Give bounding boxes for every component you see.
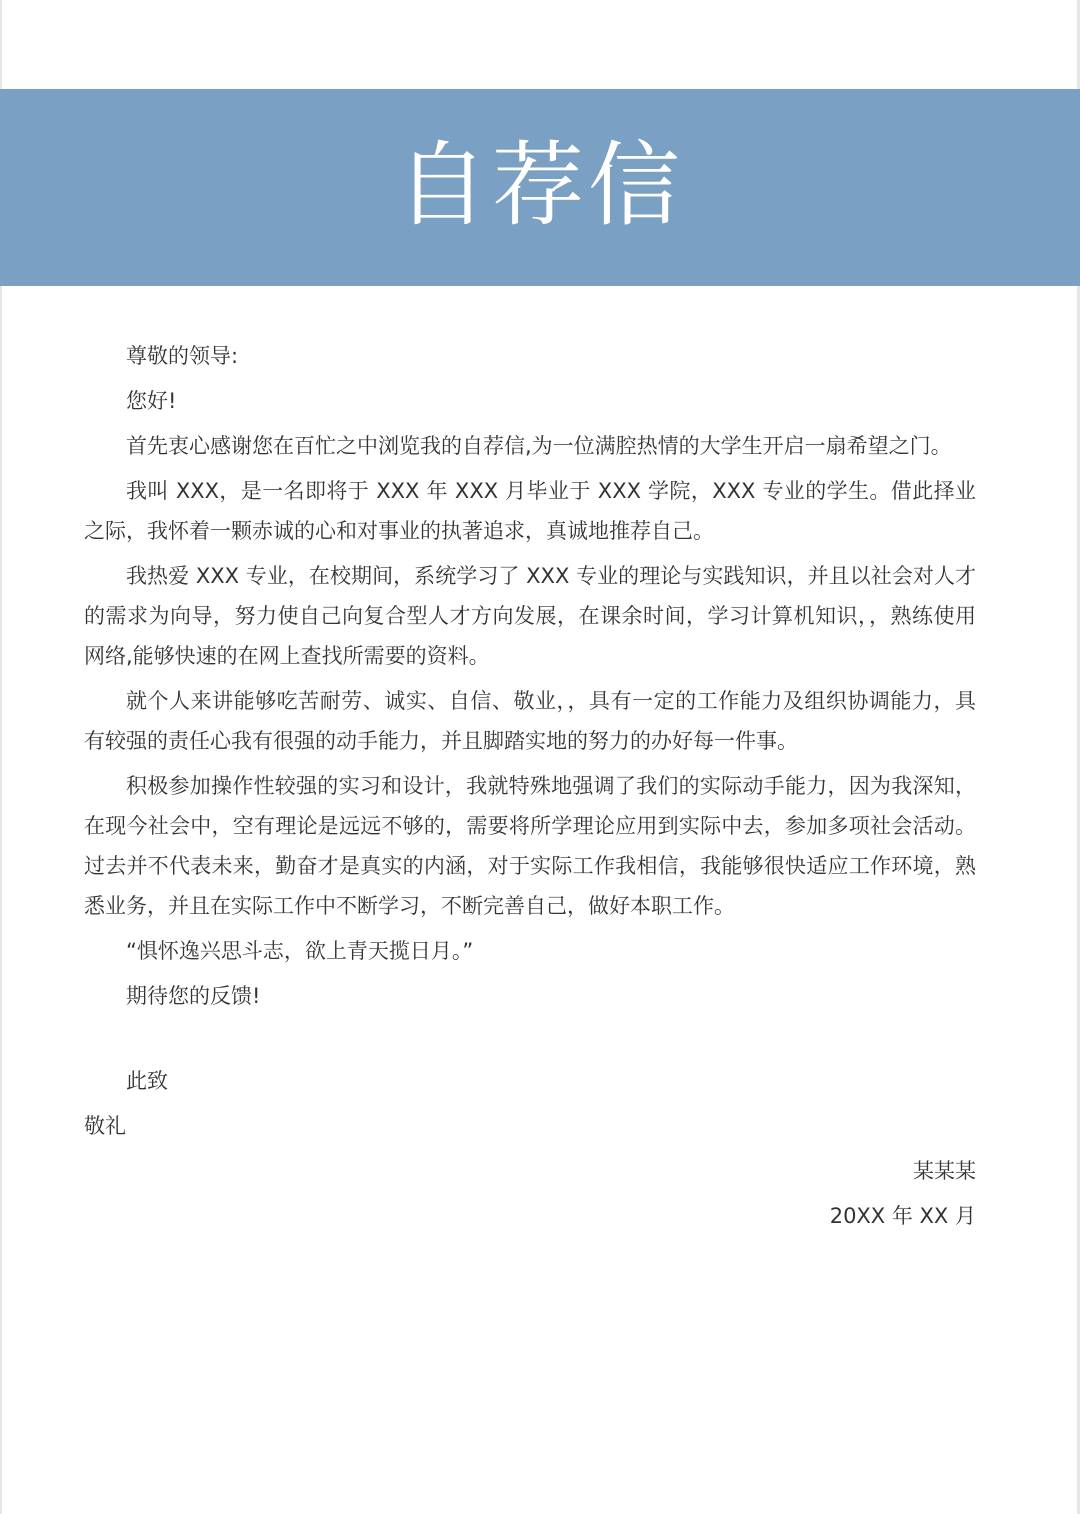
paragraph-expect-feedback: 期待您的反馈! bbox=[126, 984, 261, 1008]
paragraph-study: 我热爱 XXX 专业，在校期间，系统学习了 XXX 专业的理论与实践知识，并且以社会对人才的需求为向导，努力使自己向复合型人才方向发展，在课余时间，学习计算机知识，，熟练使用网络,能够快速的在网上查找所需要的资料。 bbox=[84, 564, 976, 668]
quote: “惧怀逸兴思斗志，欲上青天揽日月。” bbox=[126, 939, 474, 963]
signature-name: 某某某 bbox=[913, 1159, 976, 1183]
signature-date: 20XX 年 XX 月 bbox=[829, 1204, 976, 1228]
closing-line-2: 敬礼 bbox=[84, 1114, 126, 1138]
paragraph-practice: 积极参加操作性较强的实习和设计，我就特殊地强调了我们的实际动手能力，因为我深知，在现今社会中，空有理论是远远不够的，需要将所学理论应用到实际中去，参加多项社会活动。过去并不代表未来，勤奋才是真实的内涵，对于实际工作我相信，我能够很快适应工作环境，熟悉业务，并且在实际工作中不断学习，不断完善自己，做好本职工作。 bbox=[84, 774, 976, 918]
salutation: 尊敬的领导: bbox=[126, 344, 239, 368]
page-title: 自荐信 bbox=[395, 131, 684, 239]
paragraph-intro: 首先衷心感谢您在百忙之中浏览我的自荐信,为一位满腔热情的大学生开启一扇希望之门。 bbox=[126, 434, 952, 458]
greeting: 您好! bbox=[126, 389, 177, 413]
paragraph-self-intro: 我叫 XXX，是一名即将于 XXX 年 XXX 月毕业于 XXX 学院，XXX 专业的学生。借此择业之际，我怀着一颗赤诚的心和对事业的执著追求，真诚地推荐自己。 bbox=[84, 479, 976, 543]
letter-body bbox=[84, 336, 976, 1241]
closing-line-1: 此致 bbox=[126, 1069, 168, 1093]
title-banner bbox=[0, 89, 1080, 286]
paragraph-qualities: 就个人来讲能够吃苦耐劳、诚实、自信、敬业，，具有一定的工作能力及组织协调能力，具有较强的责任心我有很强的动手能力，并且脚踏实地的努力的办好每一件事。 bbox=[84, 689, 976, 753]
